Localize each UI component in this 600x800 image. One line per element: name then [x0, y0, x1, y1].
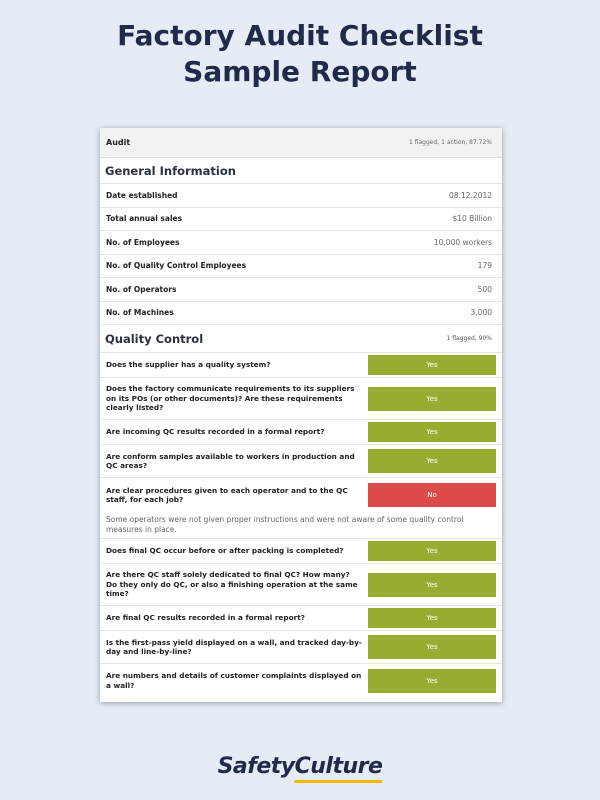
info-row [100, 278, 502, 302]
qc-question: Are final QC results recorded in a formal report? [106, 613, 305, 623]
info-row [100, 208, 502, 232]
qc-answer[interactable]: Yes [368, 387, 496, 411]
qc-answer[interactable]: Yes [368, 541, 496, 561]
info-label: Date established [106, 190, 178, 200]
info-value: 500 [477, 284, 492, 294]
info-row [100, 255, 502, 279]
info-label: No. of Employees [106, 237, 180, 247]
info-row [100, 184, 502, 208]
qc-answer[interactable]: Yes [368, 608, 496, 628]
qc-answer[interactable]: Yes [368, 669, 496, 693]
audit-summary: 1 flagged, 1 action, 87.72% [409, 139, 492, 146]
qc-answer[interactable]: Yes [368, 449, 496, 473]
info-value: $10 Billion [452, 214, 492, 224]
info-label: No. of Quality Control Employees [106, 261, 247, 271]
audit-report-card [100, 128, 502, 702]
qc-question: Does the supplier has a quality system? [106, 360, 271, 370]
qc-item [100, 478, 502, 512]
qc-item [100, 539, 502, 564]
info-value: 10,000 workers [433, 237, 492, 247]
info-value: 179 [477, 261, 492, 271]
qc-question: Does final QC occur before or after packing is completed? [106, 546, 344, 556]
info-row [100, 231, 502, 255]
logo-underline [294, 780, 382, 783]
qc-question: Does the factory communicate requirements to its suppliers on its POs (or other documents)? Are these requirements clearly listed? [106, 384, 355, 413]
qc-answer[interactable]: Yes [368, 422, 496, 442]
quality-control-title: Quality Control [105, 331, 204, 346]
info-value: 08.12.2012 [449, 190, 492, 200]
general-info-header [100, 158, 502, 184]
qc-question: Are clear procedures given to each operator and to the QC staff, for each job? [106, 485, 348, 504]
qc-answer-flagged[interactable]: No [368, 483, 496, 507]
qc-question: Is the first-pass yield displayed on a wall, and tracked day-by-day and line-by-line? [106, 637, 362, 656]
qc-question: Are conform samples available to workers in production and QC areas? [106, 451, 355, 470]
info-label: No. of Machines [106, 308, 174, 318]
safetyculture-logo: SafetyCulture [217, 754, 383, 779]
qc-answer[interactable]: Yes [368, 573, 496, 597]
qc-answer[interactable]: Yes [368, 635, 496, 659]
qc-answer[interactable]: Yes [368, 355, 496, 375]
general-info-title: General Information [105, 163, 236, 178]
qc-item [100, 606, 502, 631]
quality-control-summary: 1 flagged, 90% [446, 335, 492, 342]
qc-item [100, 445, 502, 478]
qc-question: Are numbers and details of customer complaints displayed on a wall? [106, 671, 362, 690]
qc-item [100, 564, 502, 606]
page-title-line2: Sample Report [183, 55, 417, 88]
info-value: 3,000 [470, 308, 492, 318]
page-title-line1: Factory Audit Checklist [117, 19, 483, 52]
qc-item [100, 664, 502, 697]
qc-note: Some operators were not given proper instructions and were not aware of some quality control measures in place. [100, 512, 502, 539]
qc-item [100, 420, 502, 445]
qc-item [100, 353, 502, 378]
quality-control-header [100, 325, 502, 353]
qc-item [100, 631, 502, 664]
info-label: No. of Operators [106, 284, 177, 294]
qc-item [100, 378, 502, 420]
info-row [100, 302, 502, 326]
qc-question: Are there QC staff solely dedicated to final QC? How many? Do they only do QC, or also a finishing operation at the same time? [106, 570, 358, 599]
page-title [0, 18, 600, 90]
info-label: Total annual sales [106, 214, 183, 224]
qc-question: Are incoming QC results recorded in a formal report? [106, 427, 325, 437]
audit-header [100, 128, 502, 158]
audit-label: Audit [106, 138, 131, 147]
